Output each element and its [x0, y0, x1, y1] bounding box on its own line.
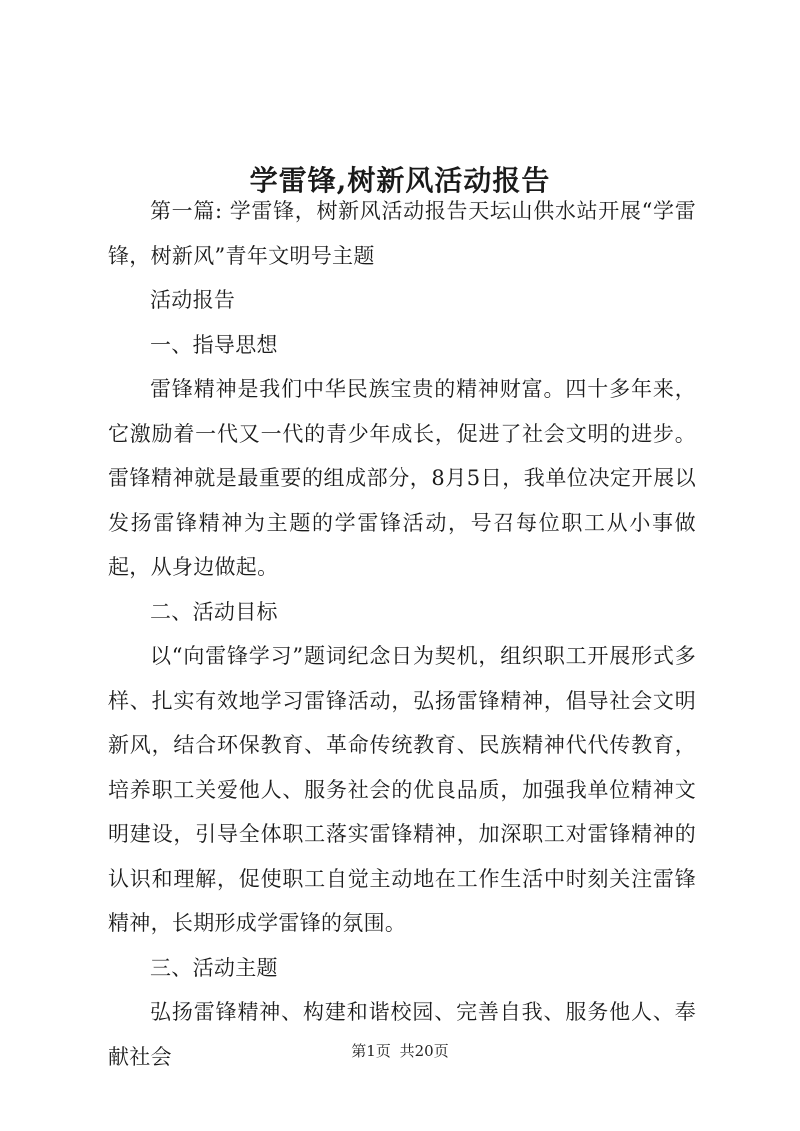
heading-activity-goal: 二、活动目标: [150, 599, 278, 624]
paragraph-intro: 第一篇: 学雷锋，树新风活动报告天坛山供水站开展“学雷锋，树新风”青年文明号主题: [108, 199, 696, 268]
paragraph-guiding-thought: 雷锋精神是我们中华民族宝贵的精神财富。四十多年来，它激励着一代又一代的青少年成长，促进了社会文明的进步。雷锋精神就是最重要的组成部分，8月5日，我单位决定开展以发扬雷锋精神为主题的学雷锋活动，号召每位职工从小事做起，从身边做起。: [108, 377, 696, 579]
document-title: 学雷锋,树新风活动报告: [249, 163, 551, 197]
page-total: 共20页: [399, 1042, 449, 1060]
paragraph-activity-goal: 以“向雷锋学习”题词纪念日为契机，组织职工开展形式多样、扎实有效地学习雷锋活动，弘扬雷锋精神，倡导社会文明新风，结合环保教育、革命传统教育、民族精神代代传教育，培养职工关爱他人、服务社会的优良品质，加强我单位精神文明建设，引导全体职工落实雷锋精神，加深职工对雷锋精神的认识和理解，促使职工自觉主动地在工作生活中时刻关注雷锋精神，长期形成学雷锋的氛围。: [108, 644, 696, 935]
page-number: 第1页: [351, 1042, 391, 1060]
heading-activity-theme: 三、活动主题: [150, 955, 278, 980]
paragraph-intro-cont: 活动报告: [150, 288, 236, 312]
heading-guiding-thought: 一、指导思想: [150, 332, 278, 357]
document-body: [108, 189, 696, 1079]
page-footer: [0, 1040, 800, 1062]
paragraph-activity-theme: 弘扬雷锋精神、构建和谐校园、完善自我、服务他人、奉献社会: [108, 1000, 696, 1069]
